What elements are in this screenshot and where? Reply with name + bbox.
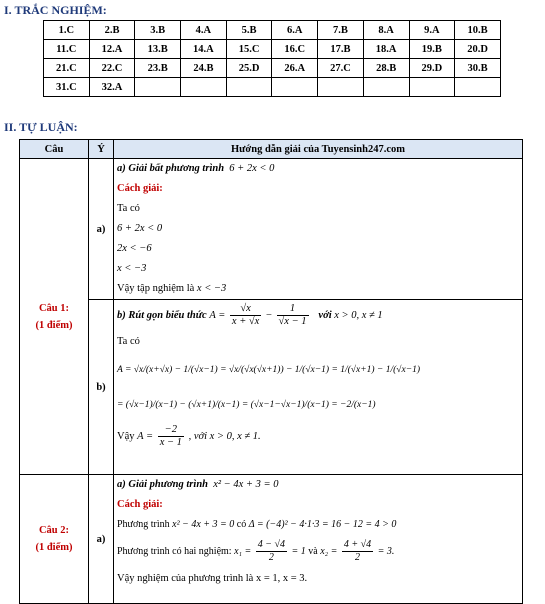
q2-a-expr: x² − 4x + 3 = 0 <box>213 479 279 490</box>
q1-b-minus: − <box>265 310 272 321</box>
section-2-title: II. TỰ LUẬN: <box>4 120 78 134</box>
answer-cell: 31.C <box>44 78 90 97</box>
answer-cell: 1.C <box>44 21 90 40</box>
q1-label: Câu 1: <box>38 302 70 314</box>
q2-a-and: và <box>308 546 318 557</box>
q1-b-conclusion-lhs: A = <box>137 431 154 442</box>
answer-cell: 11.C <box>44 40 90 59</box>
answer-cell: 5.B <box>226 21 272 40</box>
answer-cell: 27.C <box>318 59 364 78</box>
q2-a-x2-lhs: x₂ = <box>320 546 338 557</box>
q2-a-x2-frac: $\frac{4 + √4}{2}$ <box>343 539 372 564</box>
q1-b-content <box>114 300 523 475</box>
answer-cell: 15.C <box>226 40 272 59</box>
answer-cell: 9.A <box>409 21 455 40</box>
answer-cell: 25.D <box>226 59 272 78</box>
q1-b-y: b) <box>89 300 114 475</box>
essay-solution-table <box>19 139 523 604</box>
q2-a-line1-text: Phương trình <box>117 519 170 530</box>
q1-b-conclusion-cond: , với x > 0, x ≠ 1. <box>188 431 261 442</box>
answer-cell: 8.A <box>363 21 409 40</box>
q2-a-line1-expr: x² − 4x + 3 = 0 <box>172 519 235 530</box>
header-y: Ý <box>89 140 114 159</box>
answer-cell: 30.B <box>455 59 501 78</box>
answer-cell <box>135 78 181 97</box>
q1-b-condition: x > 0, x ≠ 1 <box>334 310 383 321</box>
table-header-row <box>20 140 523 159</box>
answer-cell: 28.B <box>363 59 409 78</box>
answer-cell: 19.B <box>409 40 455 59</box>
answer-row <box>44 78 501 97</box>
q2-a-method: Cách giải: <box>117 499 163 510</box>
answer-cell <box>409 78 455 97</box>
q1-a-method: Cách giải: <box>117 183 163 194</box>
section-1-title: I. TRẮC NGHIỆM: <box>4 3 107 17</box>
answer-cell <box>226 78 272 97</box>
q1-b-expr-lhs: A = <box>209 310 226 321</box>
q2-points: (1 điểm) <box>35 542 73 553</box>
q2-a-line2-text: Phương trình có hai nghiệm: <box>117 546 232 557</box>
q2-a-line1-mid: có <box>236 519 247 530</box>
q1-a-content <box>114 159 523 300</box>
q2-a-y: a) <box>89 475 114 604</box>
q1-b-row <box>20 300 523 475</box>
answer-cell: 13.B <box>135 40 181 59</box>
q1-points: (1 điểm) <box>35 319 73 331</box>
header-guide: Hướng dẫn giải của Tuyensinh247.com <box>114 140 523 159</box>
q2-a-x2-res: = 3. <box>377 546 395 557</box>
q2-a-title: a) Giải phương trình <box>117 479 208 490</box>
q2-label-cell <box>20 475 89 604</box>
answer-cell <box>363 78 409 97</box>
q1-b-conclusion-frac: $\frac{-2}{x - 1}$ <box>159 424 182 449</box>
answer-cell: 18.A <box>363 40 409 59</box>
q1-a-conclusion-expr: x < −3 <box>196 283 227 294</box>
q1-a-line-1: 6 + 2x < 0 <box>117 223 163 234</box>
q2-label: Câu 2: <box>38 525 70 536</box>
answer-cell: 26.A <box>272 59 318 78</box>
q1-a-line-0: Ta có <box>117 203 140 214</box>
q1-a-line-3: x < −3 <box>117 263 147 274</box>
answer-row <box>44 40 501 59</box>
q1-a-title: a) Giải bất phương trình <box>117 163 225 174</box>
q2-a-conclusion: Vậy nghiệm của phương trình là x = 1, x = 3. <box>117 573 308 584</box>
header-cau: Câu <box>20 140 89 159</box>
answer-cell <box>455 78 501 97</box>
answer-row <box>44 59 501 78</box>
answer-cell: 32.A <box>89 78 135 97</box>
answer-cell: 10.B <box>455 21 501 40</box>
q2-a-row <box>20 475 523 604</box>
answer-cell <box>318 78 364 97</box>
q1-b-frac1: $\frac{√x}{x + √x}$ <box>231 303 260 328</box>
q1-b-frac2: $\frac{1}{√x - 1}$ <box>278 303 307 328</box>
answer-cell: 3.B <box>135 21 181 40</box>
answer-cell: 6.A <box>272 21 318 40</box>
answer-cell: 23.B <box>135 59 181 78</box>
q1-b-step2: = (√x−1)/(x−1) − (√x+1)/(x−1) = (√x−1−√x−1)/(x−1) = −2/(x−1) <box>117 400 376 410</box>
q1-a-line-2: 2x < −6 <box>117 243 152 254</box>
q1-a-y: a) <box>89 159 114 300</box>
answer-cell: 29.D <box>409 59 455 78</box>
answer-cell: 20.D <box>455 40 501 59</box>
q1-a-row <box>20 159 523 300</box>
answer-cell: 14.A <box>181 40 227 59</box>
answer-row <box>44 21 501 40</box>
answer-cell: 7.B <box>318 21 364 40</box>
answer-cell: 2.B <box>89 21 135 40</box>
q1-a-conclusion-text: Vậy tập nghiệm là <box>117 283 195 294</box>
answer-cell: 17.B <box>318 40 364 59</box>
q1-b-with: với <box>318 310 332 321</box>
q1-a-expr: 6 + 2x < 0 <box>229 163 275 174</box>
answer-cell: 12.A <box>89 40 135 59</box>
q2-a-content <box>114 475 523 604</box>
q2-a-delta: Δ = (−4)² − 4·1·3 = 16 − 12 = 4 > 0 <box>248 519 397 530</box>
answer-cell: 4.A <box>181 21 227 40</box>
answer-cell: 24.B <box>181 59 227 78</box>
q2-a-x1-lhs: x₁ = <box>234 546 252 557</box>
q1-b-title: b) Rút gọn biểu thức <box>117 310 207 321</box>
answer-cell: 21.C <box>44 59 90 78</box>
q1-b-intro: Ta có <box>117 336 140 347</box>
answer-cell: 16.C <box>272 40 318 59</box>
q2-a-x1-res: = 1 <box>291 546 306 557</box>
answer-cell: 22.C <box>89 59 135 78</box>
q1-b-conclusion-text: Vậy <box>117 431 135 442</box>
multiple-choice-answer-table <box>43 20 501 97</box>
q2-a-x1-frac: $\frac{4 - √4}{2}$ <box>257 539 286 564</box>
answer-cell <box>272 78 318 97</box>
q1-b-step1: A = √x/(x+√x) − 1/(√x−1) = √x/(√x(√x+1)) − 1/(√x−1) = 1/(√x+1) − 1/(√x−1) <box>117 365 421 375</box>
q1-label-cell <box>20 159 89 475</box>
answer-cell <box>181 78 227 97</box>
